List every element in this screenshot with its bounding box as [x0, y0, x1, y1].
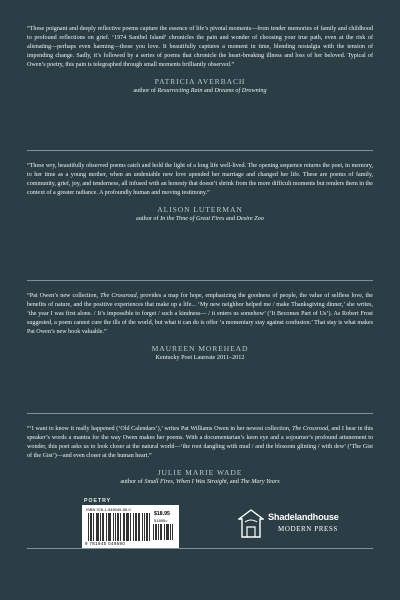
- credit-join: and: [224, 215, 237, 223]
- divider: [27, 150, 373, 151]
- credit-prefix: author of: [133, 87, 158, 95]
- credit-prefix: author of: [120, 478, 145, 486]
- blurb-author-credit: [27, 215, 373, 222]
- blurb-author-name: ALISON LUTERMAN: [157, 205, 243, 215]
- quote-text: , provides a map for hope, emphasizing the goodness of people, the value of selfless love, the benefits of nature, and the positive experiences that make up a life... ‘My new neighbor helped me / make Thanksgiving dinner,’ she writes, ‘the year I was first alone. / It’s impossible to forget / such a kindness— / it enters us somehow’ (‘It Becomes Part of Us’). As Robert Frost suggested, a poem cannot cure the ills of the world, but what it can do is offer ‘a momentary stay against confusion.’ That stay is what makes Pat Owen’s new book valuable.”: [27, 293, 373, 336]
- credit-book-title: The Mary Years: [240, 478, 280, 486]
- blurb-author-name: PATRICIA AVERBACH: [154, 77, 246, 87]
- isbn-digits: 9 781945 049590: [85, 541, 126, 546]
- divider: [27, 548, 373, 549]
- divider: [27, 413, 373, 414]
- blurb-quote: “These wry, beautifully observed poems catch and hold the light of a long life well-lived. The opening sequence returns the poet, in memory, to her time as a young mother, when an undeniable new love upended her marriage and changed her life. These are poems of family, community, grief, joy, and tenderness, all infused with an honesty that doesn’t shrink from the more difficult moments but renders them in the context of a greater radiance. A profoundly human and moving testimony.”: [27, 163, 373, 197]
- credit-prefix: author of: [136, 215, 161, 223]
- blurb-luterman: [27, 162, 373, 222]
- category-label: POETRY: [84, 498, 112, 504]
- credit-book-title: Dreams of Drowning: [214, 87, 267, 95]
- publisher-logo: [236, 503, 356, 547]
- credit-join: and: [202, 87, 215, 95]
- blurb-morehead: [27, 292, 373, 361]
- blurb-author-credit: Kentucky Poet Laureate 2011–2012: [155, 354, 245, 362]
- addon-barcode-bars: [153, 524, 175, 540]
- publisher-name: Shadelandhouse: [268, 512, 339, 522]
- credit-book-title: Desire Zoo: [236, 215, 264, 223]
- credit-book-title: Small Fires: [144, 478, 173, 486]
- blurb-author-name: JULIE MARIE WADE: [157, 468, 243, 478]
- credit-book-title: In the Time of Great Fires: [160, 215, 225, 223]
- price-addon-code: 51895>: [154, 518, 168, 523]
- blurb-averbach: [27, 25, 373, 94]
- quote-text: “Pat Owen’s new collection,: [27, 293, 101, 299]
- blurb-wade: [27, 425, 373, 485]
- credit-book-title: When I Was Straight: [175, 478, 227, 486]
- blurb-author-credit: [27, 478, 373, 485]
- quote-text: , and I hear in this speaker’s words a mantra for the way Owen makes her poems. With a documentarian’s keen eye and a sojourner’s profound attunement to wonder, this poet asks us to look closer at the natural world—‘the root dangling with mud / and the blossom glinting / with dew’ (‘The Gist of the Gist’)—and even closer at the human heart.”: [27, 426, 374, 460]
- isbn-label: ISBN 978-1-945049-59-0: [86, 507, 131, 512]
- blurb-quote: [27, 292, 373, 337]
- publisher-subname: MODERN PRESS: [278, 525, 338, 533]
- blurb-quote: “These poignant and deeply reflective poems capture the essence of life’s pivotal moments—from tender memories of family and childhood to profound reflections on grief. ‘1974 Sanibel Island’ chronicles the pain and wonder of choosing your true path, even at the risk of alienating—perhaps even harming—those you love. It beautifully captures a moment in time, blending nostalgia with the tension of impending change. Sadly, it’s followed by a series of poems that chronicle the heart-breaking illness and loss of her beloved. Typical of Owen’s poetry, this pain is telegraphed through small moments brilliantly observed.”: [27, 26, 373, 69]
- credit-join: , and: [226, 478, 241, 486]
- quote-book-title: The Crossroad: [100, 293, 137, 299]
- quote-book-title: The Crossroad: [292, 426, 329, 432]
- price-label: $18.95: [154, 511, 170, 517]
- barcode-bars: [88, 513, 150, 541]
- blurb-quote: [27, 425, 373, 461]
- quote-text: “‘I want to know it really happened (‘Old Calendars’),’ writes Pat Williams Owen in her newest collection,: [27, 426, 293, 432]
- blurb-author-credit: [27, 87, 373, 94]
- divider: [27, 280, 373, 281]
- house-logo-icon: [238, 509, 264, 539]
- isbn-barcode: [82, 505, 179, 548]
- blurb-author-name: MAUREEN MOREHEAD: [151, 344, 249, 354]
- credit-book-title: Resurrecting Rain: [157, 87, 203, 95]
- credit-join: ,: [172, 478, 176, 486]
